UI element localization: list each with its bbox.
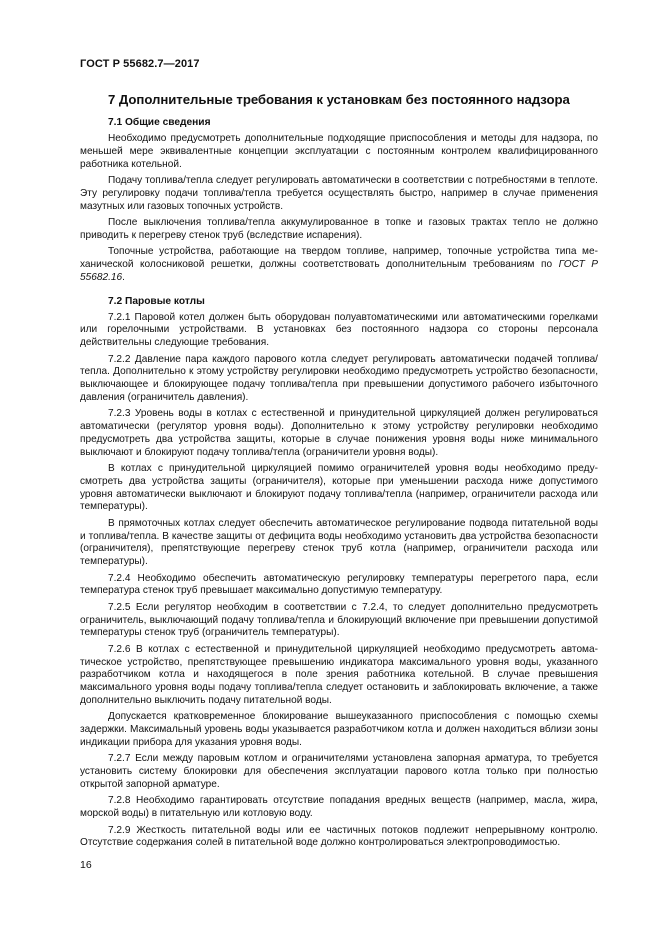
- paragraph: 7.2.2 Давление пара каждого парового котла следует регулировать автоматически подачей топлива/тепла. Дополнительно к этому устройству регулировки необходимо предусмотреть устройство безопасности, выключающее и блокирующее подачу топлива/тепла при превышении допустимого рабочего избыточного давления (ограничитель давления).: [80, 353, 598, 403]
- page-number: 16: [80, 859, 92, 871]
- paragraph: 7.2.4 Необходимо обеспечить автоматическую регулировку температуры перегретого пара, если температура стенок труб превышает максимально допустимую температуру.: [80, 572, 598, 597]
- paragraph: После выключения топлива/тепла аккумулированное в топке и газовых трактах тепло не должно приводить к перегреву стенок труб (вследствие испарения).: [80, 216, 598, 241]
- paragraph: Допускается кратковременное блокирование вышеуказанного приспособления с помощью схемы задержки. Максимальный уровень воды указывается разработчиком котла и должен находиться вблизи зоны индикации прибора для указания уровня воды.: [80, 711, 598, 748]
- paragraph: 7.2.8 Необходимо гарантировать отсутствие попадания вредных веществ (например, масла, жира, морской воды) в питательную или котловую воду.: [80, 795, 598, 820]
- subsection-title-general: 7.1 Общие сведения: [108, 117, 211, 128]
- paragraph: В прямоточных котлах следует обеспечить автоматическое регулирование подвода питательной воды и топлива/тепла. В качестве защиты от дефицита воды необходимо установить два устройства безопасности (ограничителя), препятствующие перегреву стенок труб котла (например, ограничители расхода или температуры).: [80, 517, 598, 568]
- paragraph: 7.2.3 Уровень воды в котлах с естественной и принудительной циркуляцией должен регулироваться автоматически (регулятор уровня воды). Дополнительно к этому устройству регулировки необходимо предусмотреть два устройства защиты, которые в случае понижения уровня воды ниже минимального выключают и блокируют подачу топлива/тепла (ограничители уровня воды).: [80, 408, 598, 458]
- paragraph: 7.2.1 Паровой котел должен быть оборудован полуавтоматическими или автоматическими горелками или горелочными устройствами. В установках без постоянного надзора со стороны персонала действительны следующие требования.: [80, 311, 598, 349]
- paragraph: Необходимо предусмотреть дополнительные подходящие приспособления и методы для надзора, по меньшей мере эквивалентные концепции эксплуатации с постоянным контролем квалифицированного работника котельной.: [80, 133, 598, 170]
- paragraph: 7.2.5 Если регулятор необходим в соответствии с 7.2.4, то следует дополнительно предусмотреть ограничитель, выключающий подачу топлива/тепла и блокирующий включение при превышении допустимой температуры стенок труб (ограничитель температуры).: [80, 601, 598, 639]
- paragraph: [80, 246, 598, 284]
- standard-reference: ГОСТ Р 55682.16: [80, 258, 598, 283]
- subsection-title-steam-boilers: 7.2 Паровые котлы: [108, 295, 205, 307]
- paragraph: 7.2.7 Если между паровым котлом и ограничителями установлена запорная арматура, то требуется установить систему блокировки для обеспечения эксплуатации парового котла только при полностью открытой запорной арматуре.: [80, 753, 598, 790]
- paragraph: 7.2.9 Жесткость питательной воды или ее частичных потоков подлежит непрерывному контролю. Отсутствие содержания солей в питательной воде должно контролироваться электропроводимостью.: [80, 824, 598, 849]
- paragraph: Подачу топлива/тепла следует регулировать автоматически в соответствии с потребностями в теплоте. Эту регулировку подачи топлива/тепла требуется осуществлять быстро, например в случае применения мазутных или газовых топочных устройств.: [80, 174, 598, 212]
- document-body: [80, 92, 598, 854]
- paragraph: 7.2.6 В котлах с естественной и принудительной циркуляцией необходимо предусмотреть автоматическое устройство, препятствующее превышению индикатора максимального уровня воды, указанного разработчиком котла и находящегося в поле зрения работника котельной. В случае превышения максимального уровня воды подачу топлива/тепла следует остановить и заблокировать включение, а также дополнительно выключить подачу питательной воды.: [80, 643, 598, 707]
- paragraph-end: .: [122, 271, 125, 283]
- document-header: ГОСТ Р 55682.7—2017: [80, 58, 200, 70]
- section-title: 7 Дополнительные требования к установкам без постоянного надзора: [108, 92, 570, 107]
- paragraph: В котлах с принудительной циркуляцией помимо ограничителей уровня воды необходимо предусмотреть два устройства защиты (ограничителя), которые при уменьшении расхода ниже допустимого уровня автоматически выключают и блокируют подачу топлива/тепла (например, ограничители расхода или температуры).: [80, 463, 598, 513]
- paragraph-text: Топочные устройства, работающие на твердом топливе, например, топочные устройства типа механической колосниковой решетки, должны соответствовать дополнительным требованиям по: [80, 246, 598, 270]
